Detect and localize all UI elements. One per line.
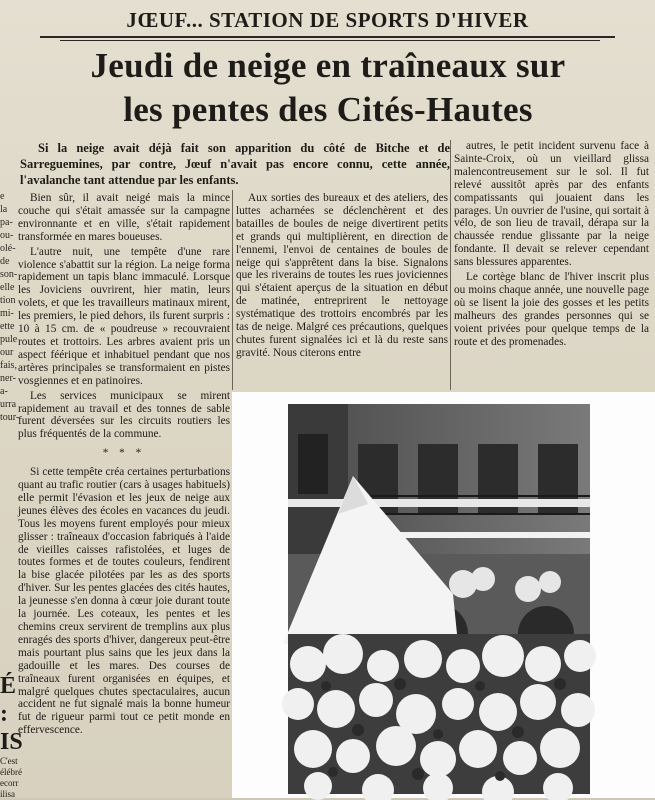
- cut-heading-fragment: É :: [0, 673, 17, 727]
- article-paragraph: Si cette tempête créa certaines perturbations quant au trafic routier (cars à usages habituels) elle permit l'évasion et les jeux de neige aux jeunes élèves des écoles en vacances du jeudi. Tous les moyens furent employés pour mieux glisser : traîneaux d'occasion fabriqués à l'aide de vieilles caisses rafistolées, et luges de toutes formes et de toutes couleurs, fendirent la bise glacée pilotées par les as des sports d'hiver. Sur les pentes glacées des cités hautes, la jeunesse s'en donna à cœur joie durant toute la journée. Les coteaux, les pentes et les chemins creux servirent de tremplins aux plus enragés des sports d'hiver, dangereux peut-être mais pourtant plus sains que les jeux dans la gadouille et les mares. Des courses de traîneaux furent organisées en équipes, et malgré quelques chutes spectaculaires, aucun accident ne fut signalé mais la bonne humeur fut de rigueur parmi tout ce petit monde en effervescence.: [18, 466, 230, 737]
- article-paragraph: Le cortège blanc de l'hiver inscrit plus ou moins chaque année, une nouvelle page où se lisent la joie des gosses et les petits malheurs des grandes personnes qui se voient privées pour quelque temps de la route et des promenades.: [454, 271, 649, 348]
- cut-column-fragment: pa-: [0, 217, 13, 228]
- cut-column-fragment: ilisa: [0, 789, 15, 799]
- headline-line-2: les pentes des Cités-Hautes: [123, 90, 533, 129]
- snow-scene-photo: [288, 404, 590, 794]
- article-paragraph: L'autre nuit, une tempête d'une rare violence s'abattit sur la région. La neige forma rapidement un tapis blanc immaculé. Lorsque les Joviciens ouvrirent, hier matin, leurs volets, et que les travailleurs matinaux mirent, les premiers, le pied dehors, ils furent surpris : 10 à 15 cm. de « poudreuse » recouvraient routes et trottoirs. Les arbres avaient pris un aspect féérique et inhabituel pendant que nos artères principales se transformaient en pistes vosgiennes et en patinoires.: [18, 245, 230, 387]
- cut-column-fragment: ner-: [0, 373, 16, 384]
- article-paragraph: Aux sorties des bureaux et des ateliers, des luttes acharnées se déclenchèrent et des batailles de boules de neige divertirent petits et grands qui multiplièrent, en direction de l'ennemi, l'envoi de centaines de boules de neige qui s'apprêtent dans la bise. Signalons que les riverains de toutes les rues joviciennes qui s'étaient aperçus de la situation en début de matinée, entreprirent le nettoyage systématique des trottoirs encombrés par les tas de neige. Malgré ces précautions, quelques chutes furent signalées ici et là du reste sans gravité. Nous citerons entre: [236, 192, 448, 359]
- cut-column-fragment: de: [0, 256, 10, 267]
- article-paragraph: Bien sûr, il avait neigé mais la mince couche qui s'était amassée sur la campagne environnante et en ville, s'était rapidement transformée en mares boueuses.: [18, 192, 230, 243]
- column-rule: [450, 140, 451, 390]
- cut-column-fragment: a-: [0, 386, 8, 397]
- rubric-rule: [60, 40, 600, 41]
- article-column-3: [454, 140, 649, 390]
- cut-column-fragment: elle: [0, 282, 15, 293]
- cut-column-fragment: ette: [0, 321, 15, 332]
- cut-heading-fragment: IS: [0, 729, 23, 755]
- cut-column-fragment: son-: [0, 269, 18, 280]
- cut-column-fragment: ecorr: [0, 778, 19, 788]
- cut-column-fragment: tour-: [0, 412, 20, 423]
- left-edge-cut-heading: [0, 672, 23, 800]
- cut-column-fragment: C'est: [0, 756, 18, 766]
- cut-column-fragment: olé-: [0, 243, 16, 254]
- article-paragraph: Les services municipaux se mirent rapidement au travail et des tonnes de sable furent déversées sur les circuits routiers les plus fréquentés de la commune.: [18, 389, 230, 441]
- article-lead: Si la neige avait déjà fait son apparition du côté de Bitche et de Sarreguemines, par contre, Jœuf n'avait pas encore connu, cette année, l'avalanche tant attendue par les enfants.: [20, 141, 450, 187]
- cut-column-fragment: e: [0, 191, 5, 202]
- headline-line-1: Jeudi de neige en traîneaux sur: [90, 46, 566, 85]
- cut-column-fragment: our: [0, 347, 14, 358]
- article-column-2: [236, 192, 448, 392]
- cut-column-fragment: élébré: [0, 767, 22, 777]
- left-edge-cut-column: [0, 190, 20, 750]
- cut-column-fragment: mi-: [0, 308, 14, 319]
- cut-column-fragment: urra: [0, 399, 17, 410]
- cut-column-fragment: ou-: [0, 230, 14, 241]
- article-column-1: [18, 192, 230, 798]
- section-rubric: JŒUF... STATION DE SPORTS D'HIVER: [40, 6, 615, 38]
- cut-column-fragment: la: [0, 204, 8, 215]
- cut-column-fragment: pule: [0, 334, 18, 345]
- article-paragraph: * * *: [102, 447, 146, 460]
- cut-column-fragment: fais,: [0, 360, 17, 371]
- column-rule: [232, 190, 233, 390]
- cut-column-fragment: tion: [0, 295, 16, 306]
- article-paragraph: autres, le petit incident survenu face à Sainte-Croix, où un vieillard glissa malencontreusement sur le sol. Il fut relevé aussitôt après par des enfants compatissants qui jouaient dans les parages. Un ouvrier de l'usine, qui sortait à vélo, de son lieu de travail, dérapa sur la chaussée rendue glissante par la neige fondante. Il devait se relever cependant sans blessures apparentes.: [454, 140, 649, 269]
- article-headline: [8, 44, 648, 132]
